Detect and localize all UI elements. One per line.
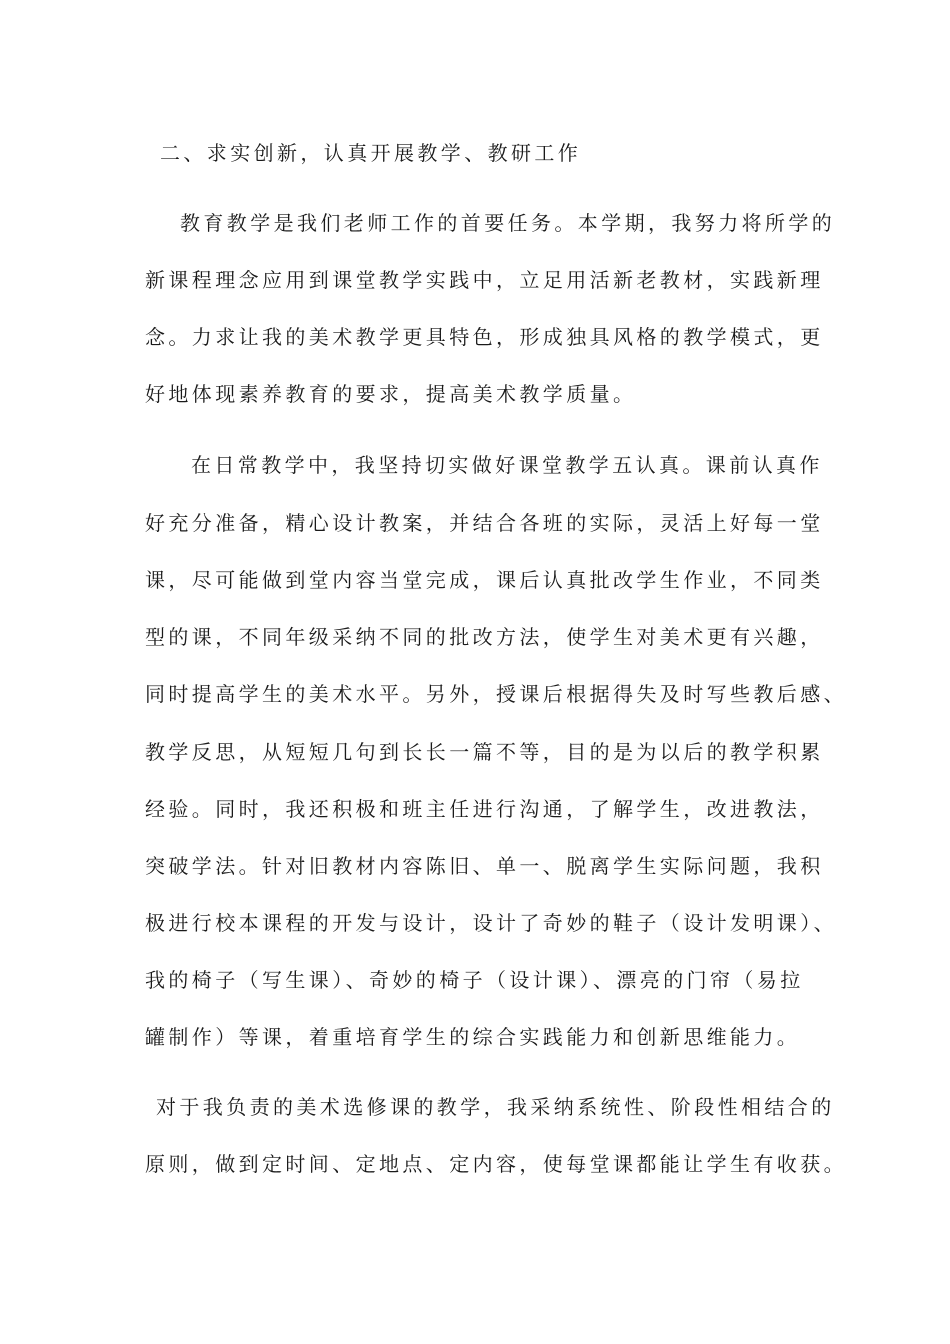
section-heading: 二、求实创新，认真开展教学、教研工作: [160, 141, 582, 165]
paragraph-1-line-1: 教育教学是我们老师工作的首要任务。本学期，我努力将所学的: [180, 211, 836, 235]
paragraph-2-line-9: 极进行校本课程的开发与设计，设计了奇妙的鞋子（设计发明课）、: [145, 911, 837, 935]
paragraph-2-line-8: 突破学法。针对旧教材内容陈旧、单一、脱离学生实际问题，我积: [145, 854, 824, 878]
paragraph-2-line-4: 型的课，不同年级采纳不同的批改方法，使学生对美术更有兴趣，: [145, 625, 824, 649]
paragraph-2-line-5: 同时提高学生的美术水平。另外，授课后根据得失及时写些教后感、: [145, 682, 847, 706]
paragraph-2-line-7: 经验。同时，我还积极和班主任进行沟通，了解学生，改进教法，: [145, 797, 824, 821]
paragraph-3-line-2: 原则，做到定时间、定地点、定内容，使每堂课都能让学生有收获。: [145, 1152, 847, 1176]
paragraph-2-line-1: 在日常教学中，我坚持切实做好课堂教学五认真。课前认真作: [191, 453, 823, 477]
paragraph-2-line-10: 我的椅子（写生课）、奇妙的椅子（设计课）、漂亮的门帘（易拉: [145, 968, 804, 992]
paragraph-2-line-2: 好充分准备，精心设计教案，并结合各班的实际，灵活上好每一堂: [145, 511, 824, 535]
paragraph-1-line-4: 好地体现素养教育的要求，提高美术教学质量。: [145, 382, 637, 406]
paragraph-2-line-3: 课，尽可能做到堂内容当堂完成，课后认真批改学生作业，不同类: [145, 568, 824, 592]
paragraph-2-line-11: 罐制作）等课，着重培育学生的综合实践能力和创新思维能力。: [145, 1025, 801, 1049]
paragraph-1-line-2: 新课程理念应用到课堂教学实践中，立足用活新老教材，实践新理: [145, 268, 824, 292]
paragraph-3-line-1: 对于我负责的美术选修课的教学，我采纳系统性、阶段性相结合的: [156, 1095, 835, 1119]
paragraph-1-line-3: 念。力求让我的美术教学更具特色，形成独具风格的教学模式，更: [145, 325, 824, 349]
paragraph-2-line-6: 教学反思，从短短几句到长长一篇不等，目的是为以后的教学积累: [145, 740, 824, 764]
